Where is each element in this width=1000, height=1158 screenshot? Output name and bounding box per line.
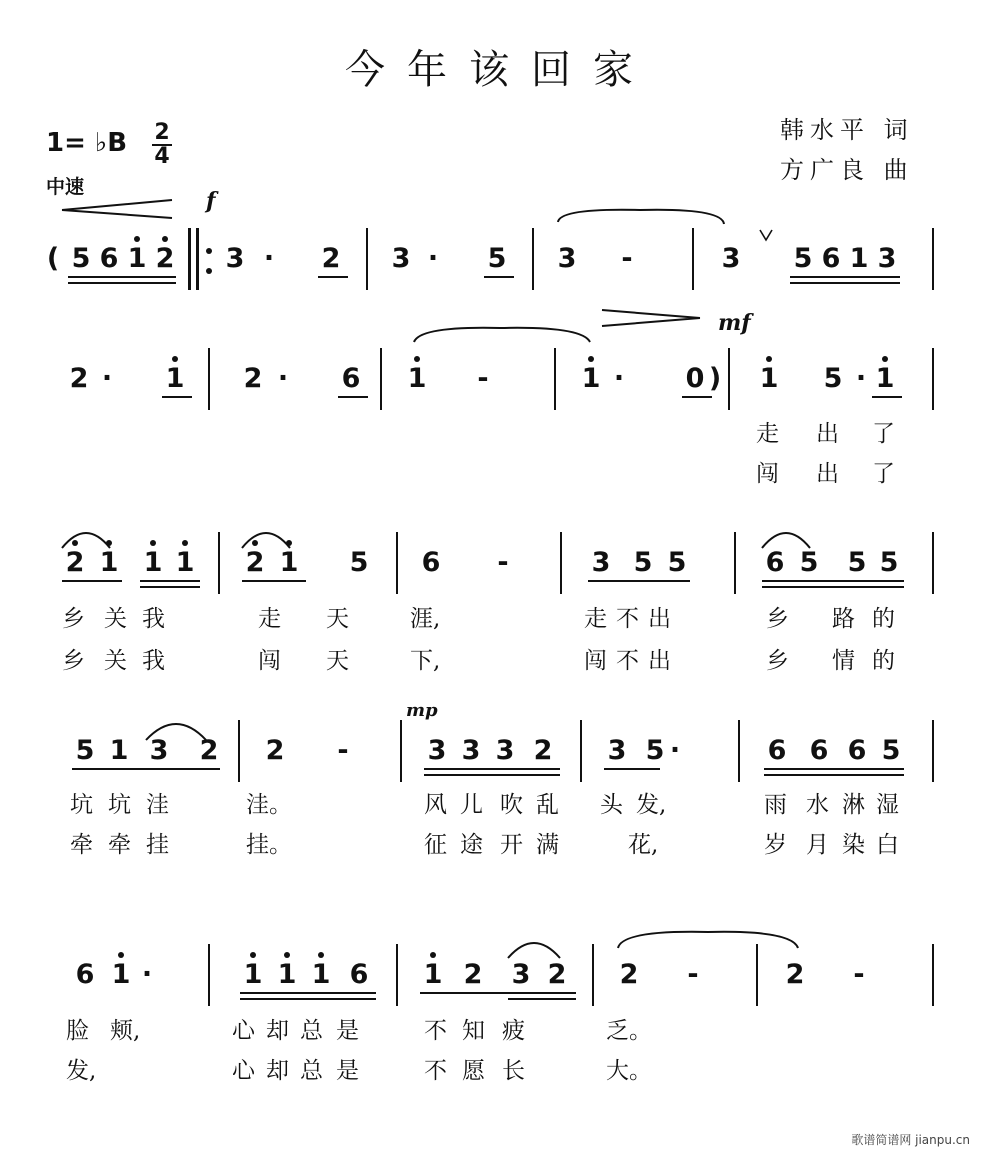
lyric-syllable: 雨 — [764, 792, 787, 818]
lyric-syllable: 白 — [876, 832, 899, 858]
note: 1 — [143, 547, 163, 578]
note: 2 — [463, 959, 483, 990]
dynamic-mp: mp — [406, 700, 438, 721]
note: 1 — [759, 363, 779, 394]
note: 5 — [847, 547, 867, 578]
note: 5 — [75, 735, 95, 766]
note: 1 — [243, 959, 263, 990]
beam-line — [790, 276, 900, 278]
lyric-syllable: 乏。 — [606, 1018, 652, 1044]
beam-line — [604, 768, 660, 770]
note: 3 — [877, 243, 897, 274]
note: - — [477, 363, 489, 394]
note: 2 — [547, 959, 567, 990]
beam-line — [318, 276, 348, 278]
lyric-syllable: 出 — [816, 461, 839, 487]
lyric-syllable: 淋 — [842, 792, 865, 818]
lyric-syllable: 乡 — [62, 648, 85, 674]
note: 6 — [767, 735, 787, 766]
lyric-syllable: 乡 — [62, 606, 85, 632]
note: - — [853, 959, 865, 990]
note: 1 — [165, 363, 185, 394]
lyric-syllable: 不 — [616, 648, 639, 674]
bar-line — [366, 228, 368, 290]
lyric-syllable: 途 — [460, 832, 483, 858]
lyric-syllable: 闯 — [756, 461, 779, 487]
beam-line — [68, 276, 176, 278]
lyric-syllable: 心 — [232, 1058, 255, 1084]
note: 6 — [349, 959, 369, 990]
lyric-syllable: 的 — [872, 606, 895, 632]
time-signature-denominator: 4 — [154, 144, 170, 169]
lyric-syllable: 天 — [326, 648, 349, 674]
lyric-syllable: 乡 — [766, 648, 789, 674]
lyric-syllable: 我 — [142, 648, 165, 674]
octave-dot — [106, 540, 112, 546]
note: · — [277, 363, 289, 394]
note: 6 — [847, 735, 867, 766]
lyric-syllable: 关 — [104, 648, 127, 674]
bar-line — [592, 944, 594, 1006]
bar-line — [580, 720, 582, 782]
octave-dot — [430, 952, 436, 958]
note: ( — [46, 243, 60, 274]
note: 2 — [199, 735, 219, 766]
note: 5 — [793, 243, 813, 274]
note: · — [101, 363, 113, 394]
beam-line — [588, 580, 690, 582]
time-signature-numerator: 2 — [154, 120, 170, 145]
note: · — [263, 243, 275, 274]
bar-line — [932, 228, 934, 290]
lyric-syllable: 乱 — [536, 792, 559, 818]
bar-line — [532, 228, 534, 290]
octave-dot — [172, 356, 178, 362]
lyric-syllable: 却 — [266, 1018, 289, 1044]
note: 5 — [71, 243, 91, 274]
bar-line — [738, 720, 740, 782]
note: 1 — [99, 547, 119, 578]
beam-line — [162, 396, 192, 398]
octave-dot — [286, 540, 292, 546]
note: 1 — [875, 363, 895, 394]
octave-dot — [882, 356, 888, 362]
beam-line-double — [140, 586, 200, 588]
note: 6 — [421, 547, 441, 578]
note: 6 — [99, 243, 119, 274]
beam-line — [682, 396, 712, 398]
beam-line — [762, 580, 904, 582]
repeat-dot — [206, 268, 212, 274]
lyric-syllable: 路 — [832, 606, 855, 632]
lyric-syllable: 却 — [266, 1058, 289, 1084]
note: · — [669, 735, 681, 766]
lyric-syllable: 心 — [232, 1018, 255, 1044]
lyric-syllable: 不 — [616, 606, 639, 632]
note: - — [621, 243, 633, 274]
beam-line-double — [68, 282, 176, 284]
note: 5 — [881, 735, 901, 766]
octave-dot — [134, 236, 140, 242]
song-title: 今年该回家 — [345, 47, 655, 93]
beam-line — [764, 768, 904, 770]
note: 3 — [461, 735, 481, 766]
octave-dot — [284, 952, 290, 958]
lyric-syllable: 情 — [832, 648, 855, 674]
beam-line-double — [764, 774, 904, 776]
lyric-syllable: 发, — [636, 792, 667, 818]
note: 1 — [111, 959, 131, 990]
bar-line — [932, 348, 934, 410]
lyric-syllable: 洼。 — [246, 792, 292, 818]
lyric-syllable: 知 — [462, 1018, 485, 1044]
note: 6 — [809, 735, 829, 766]
note: 3 — [591, 547, 611, 578]
note: · — [613, 363, 625, 394]
note: 6 — [75, 959, 95, 990]
note: 1 — [423, 959, 443, 990]
note: 5 — [645, 735, 665, 766]
note: 1 — [279, 547, 299, 578]
note: 0 — [685, 363, 705, 394]
octave-dot — [588, 356, 594, 362]
note: - — [687, 959, 699, 990]
bar-line — [932, 532, 934, 594]
repeat-dot — [206, 248, 212, 254]
note: 5 — [633, 547, 653, 578]
beam-line — [242, 580, 306, 582]
lyric-syllable: 了 — [872, 421, 895, 447]
note: 6 — [765, 547, 785, 578]
note: 2 — [243, 363, 263, 394]
beam-line — [420, 992, 576, 994]
beam-line — [338, 396, 368, 398]
lyric-syllable: 不 — [424, 1018, 447, 1044]
lyric-syllable: 挂。 — [246, 832, 292, 858]
bar-line — [238, 720, 240, 782]
beam-line-double — [762, 586, 904, 588]
beam-line-double — [240, 998, 376, 1000]
note: 3 — [225, 243, 245, 274]
lyric-syllable: 洼 — [146, 792, 169, 818]
beam-line — [240, 992, 376, 994]
lyric-syllable: 发, — [66, 1058, 97, 1084]
lyric-syllable: 水 — [806, 792, 829, 818]
tempo-marking: 中速 — [46, 176, 85, 198]
note: 2 — [155, 243, 175, 274]
beam-line — [484, 276, 514, 278]
note: - — [497, 547, 509, 578]
note: 5 — [823, 363, 843, 394]
lyric-syllable: 满 — [536, 832, 559, 858]
note: 1 — [407, 363, 427, 394]
bar-line — [188, 228, 191, 290]
note: 1 — [127, 243, 147, 274]
note: 2 — [69, 363, 89, 394]
note: 1 — [311, 959, 331, 990]
beam-line — [72, 768, 220, 770]
watermark: 歌谱简谱网 jianpu.cn — [851, 1133, 970, 1147]
note: 3 — [557, 243, 577, 274]
note: 3 — [607, 735, 627, 766]
note: 2 — [619, 959, 639, 990]
lyricist-credit: 韩水平 词 — [780, 116, 914, 144]
lyric-syllable: 出 — [648, 606, 671, 632]
note: 1 — [277, 959, 297, 990]
bar-line — [734, 532, 736, 594]
bar-line — [932, 720, 934, 782]
lyric-syllable: 总 — [300, 1018, 323, 1044]
note: 3 — [427, 735, 447, 766]
lyric-syllable: 征 — [424, 832, 447, 858]
lyric-syllable: 月 — [806, 832, 829, 858]
bar-line — [208, 944, 210, 1006]
note: 2 — [785, 959, 805, 990]
key-signature: 1= ♭B — [46, 128, 128, 158]
lyric-syllable: 天 — [326, 606, 349, 632]
lyric-syllable: 开 — [500, 832, 523, 858]
note: 3 — [721, 243, 741, 274]
lyric-syllable: 涯, — [410, 606, 441, 632]
lyric-syllable: 挂 — [146, 832, 169, 858]
octave-dot — [182, 540, 188, 546]
lyric-syllable: 儿 — [460, 792, 483, 818]
lyric-syllable: 牵 — [108, 832, 131, 858]
lyric-syllable: 的 — [872, 648, 895, 674]
beam-line-double — [424, 774, 560, 776]
note: · — [427, 243, 439, 274]
note: - — [337, 735, 349, 766]
note: · — [141, 959, 153, 990]
note: 5 — [879, 547, 899, 578]
octave-dot — [250, 952, 256, 958]
lyric-syllable: 坑 — [108, 792, 131, 818]
lyric-syllable: 颊, — [110, 1018, 141, 1044]
lyric-syllable: 是 — [336, 1018, 359, 1044]
octave-dot — [118, 952, 124, 958]
bar-line — [692, 228, 694, 290]
lyric-syllable: 总 — [300, 1058, 323, 1084]
lyric-syllable: 染 — [842, 832, 865, 858]
lyric-syllable: 吹 — [500, 792, 523, 818]
lyric-syllable: 闯 — [584, 648, 607, 674]
lyric-syllable: 乡 — [766, 606, 789, 632]
note: 6 — [341, 363, 361, 394]
octave-dot — [252, 540, 258, 546]
lyric-syllable: 脸 — [66, 1018, 89, 1044]
composer-credit: 方广良 曲 — [780, 156, 914, 184]
lyric-syllable: 出 — [816, 421, 839, 447]
lyric-syllable: 花, — [628, 832, 659, 858]
beam-line-double — [790, 282, 900, 284]
note: 1 — [175, 547, 195, 578]
note: 3 — [391, 243, 411, 274]
note: 3 — [511, 959, 531, 990]
octave-dot — [162, 236, 168, 242]
bar-line — [400, 720, 402, 782]
lyric-syllable: 牵 — [70, 832, 93, 858]
lyric-syllable: 关 — [104, 606, 127, 632]
bar-line — [380, 348, 382, 410]
note: 3 — [149, 735, 169, 766]
lyric-syllable: 闯 — [258, 648, 281, 674]
note: 2 — [245, 547, 265, 578]
bar-line — [396, 944, 398, 1006]
note: 2 — [321, 243, 341, 274]
lyric-syllable: 走 — [258, 606, 281, 632]
note: 3 — [495, 735, 515, 766]
bar-line — [396, 532, 398, 594]
beam-line — [140, 580, 200, 582]
bar-line — [756, 944, 758, 1006]
lyric-syllable: 是 — [336, 1058, 359, 1084]
note: 5 — [487, 243, 507, 274]
lyric-syllable: 疲 — [502, 1018, 525, 1044]
lyric-syllable: 走 — [584, 606, 607, 632]
lyric-syllable: 大。 — [606, 1058, 652, 1084]
lyric-syllable: 长 — [502, 1058, 525, 1084]
lyric-syllable: 湿 — [876, 792, 899, 818]
note: 2 — [65, 547, 85, 578]
lyric-syllable: 岁 — [764, 832, 787, 858]
lyric-syllable: 风 — [424, 792, 447, 818]
note: · — [855, 363, 867, 394]
octave-dot — [414, 356, 420, 362]
note: 1 — [849, 243, 869, 274]
octave-dot — [150, 540, 156, 546]
bar-line — [196, 228, 199, 290]
note: 1 — [109, 735, 129, 766]
note: 6 — [821, 243, 841, 274]
dynamic-mf: mf — [718, 310, 751, 336]
beam-line — [62, 580, 122, 582]
lyric-syllable: 坑 — [70, 792, 93, 818]
bar-line — [560, 532, 562, 594]
lyric-syllable: 走 — [756, 421, 779, 447]
bar-line — [728, 348, 730, 410]
note: 5 — [799, 547, 819, 578]
note: 2 — [533, 735, 553, 766]
lyric-syllable: 我 — [142, 606, 165, 632]
bar-line — [218, 532, 220, 594]
lyric-syllable: 出 — [648, 648, 671, 674]
octave-dot — [766, 356, 772, 362]
beam-line-double — [508, 998, 576, 1000]
lyric-syllable: 下, — [410, 648, 441, 674]
note: 5 — [349, 547, 369, 578]
bar-line — [554, 348, 556, 410]
lyric-syllable: 不 — [424, 1058, 447, 1084]
octave-dot — [72, 540, 78, 546]
octave-dot — [318, 952, 324, 958]
bar-line — [932, 944, 934, 1006]
note: 2 — [265, 735, 285, 766]
beam-line — [872, 396, 902, 398]
dynamic-f: f — [206, 188, 216, 214]
beam-line — [424, 768, 560, 770]
lyric-syllable: 了 — [872, 461, 895, 487]
bar-line — [208, 348, 210, 410]
note: ) — [708, 363, 722, 394]
lyric-syllable: 头 — [600, 792, 623, 818]
note: 1 — [581, 363, 601, 394]
note: 5 — [667, 547, 687, 578]
lyric-syllable: 愿 — [462, 1058, 485, 1084]
